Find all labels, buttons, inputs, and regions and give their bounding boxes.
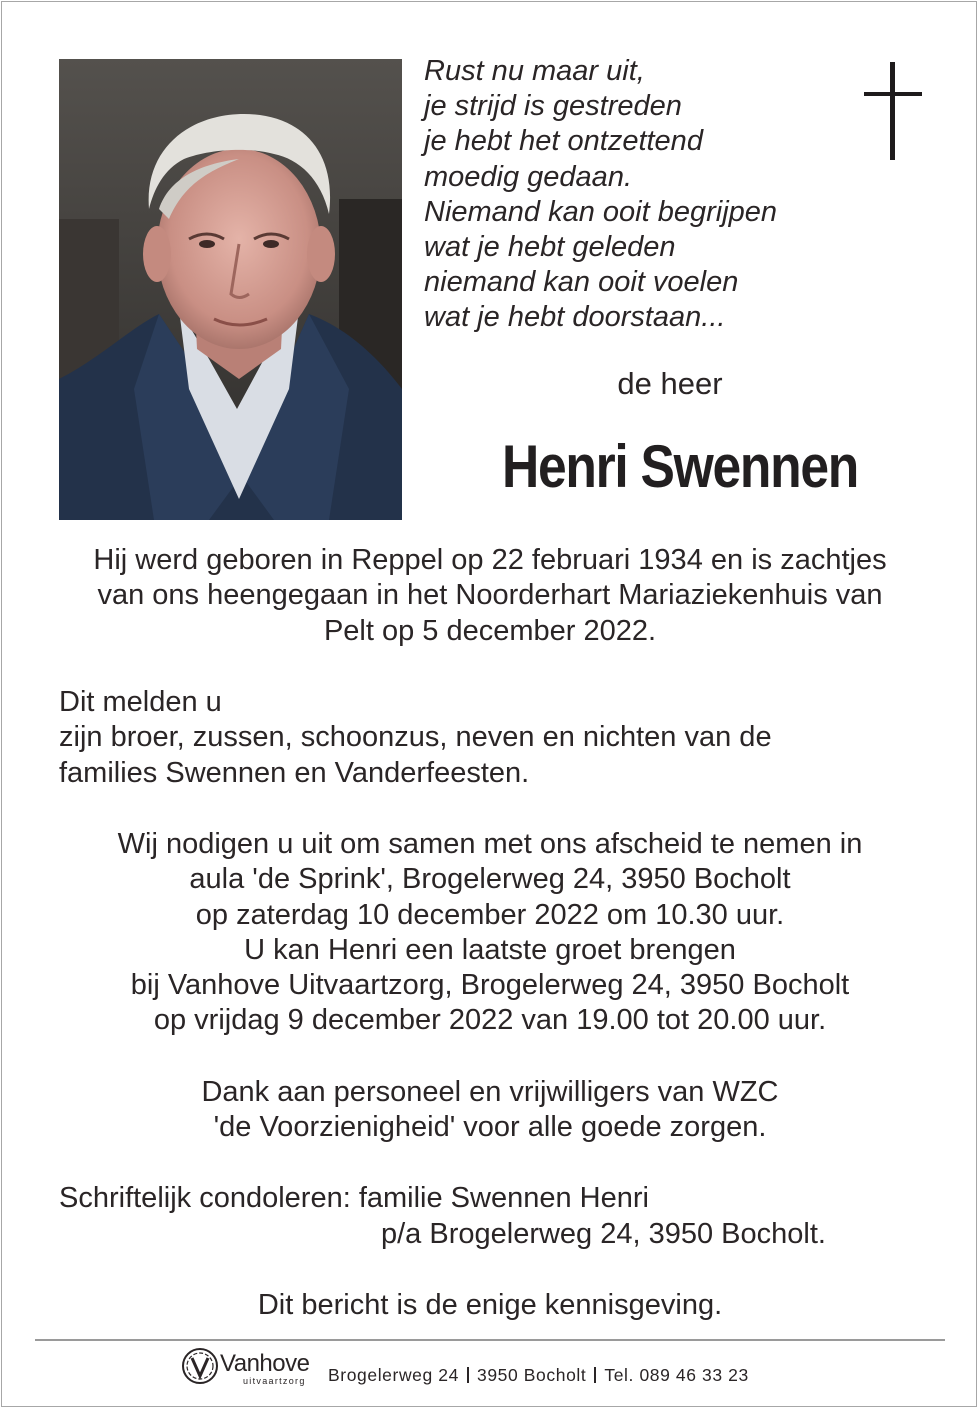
footer-address: Brogelerweg 24 — [328, 1365, 459, 1385]
deceased-name: Henri Swennen — [502, 433, 858, 500]
paragraph-line: U kan Henri een laatste groet brengen — [244, 933, 736, 966]
poem-line: je hebt het ontzettend — [424, 125, 703, 158]
condolences-line: Schriftelijk condoleren: familie Swennen Henri — [59, 1182, 649, 1214]
invitation-paragraph — [40, 827, 940, 1039]
birth-death-paragraph — [40, 543, 940, 649]
paragraph-line: Dit melden u — [59, 686, 222, 718]
vanhove-logo-icon — [180, 1346, 220, 1386]
paragraph-line: aula 'de Sprink', Brogelerweg 24, 3950 Bocholt — [189, 863, 791, 896]
footer-phone: Tel. 089 46 33 23 — [604, 1365, 749, 1385]
logo-subtitle: uitvaartzorg — [243, 1376, 306, 1386]
paragraph-line: bij Vanhove Uitvaartzorg, Brogelerweg 24, 3950 Bocholt — [130, 969, 850, 1002]
poem-line: niemand kan ooit voelen — [424, 266, 739, 299]
poem-line: je strijd is gestreden — [424, 90, 682, 123]
paragraph-line: 'de Voorzienigheid' voor alle goede zorgen. — [213, 1111, 767, 1144]
footer-divider — [35, 1339, 945, 1341]
paragraph-line: op vrijdag 9 december 2022 van 19.00 tot 20.00 uur. — [153, 1004, 827, 1037]
footer-contact — [328, 1365, 749, 1386]
thanks-paragraph — [40, 1075, 940, 1146]
poem — [424, 54, 844, 336]
condolences-address: p/a Brogelerweg 24, 3950 Bocholt. — [381, 1218, 826, 1250]
paragraph-line: op zaterdag 10 december 2022 om 10.30 uur. — [195, 898, 785, 931]
paragraph-line: families Swennen en Vanderfeesten. — [59, 756, 530, 789]
poem-line: moedig gedaan. — [424, 160, 632, 193]
portrait-photo — [59, 59, 402, 520]
poem-line: Niemand kan ooit begrijpen — [424, 195, 778, 228]
cross-icon — [864, 62, 922, 160]
footer-city: 3950 Bocholt — [476, 1365, 587, 1385]
separator — [594, 1367, 596, 1383]
logo-name: Vanhove — [220, 1350, 310, 1377]
announcement-paragraph — [59, 685, 939, 791]
portrait-illustration — [59, 59, 402, 520]
paragraph-line: van ons heengegaan in het Noorderhart Mariaziekenhuis van — [97, 579, 883, 612]
paragraph-line: Pelt op 5 december 2022. — [323, 614, 657, 647]
paragraph-line: Wij nodigen u uit om samen met ons afscheid te nemen in — [117, 828, 863, 860]
poem-line: wat je hebt geleden — [424, 231, 676, 264]
paragraph-line: zijn broer, zussen, schoonzus, neven en nichten van de — [59, 721, 772, 754]
paragraph-line: Dank aan personeel en vrijwilligers van WZC — [201, 1076, 779, 1108]
poem-line: wat je hebt doorstaan... — [424, 301, 726, 334]
paragraph-line: Hij werd geboren in Reppel op 22 februari 1934 en is zachtjes — [93, 544, 887, 576]
honorific: de heer — [617, 366, 723, 401]
poem-line: Rust nu maar uit, — [424, 55, 645, 87]
separator — [467, 1367, 469, 1383]
notice: Dit bericht is de enige kennisgeving. — [257, 1289, 723, 1321]
footer — [180, 1346, 800, 1390]
